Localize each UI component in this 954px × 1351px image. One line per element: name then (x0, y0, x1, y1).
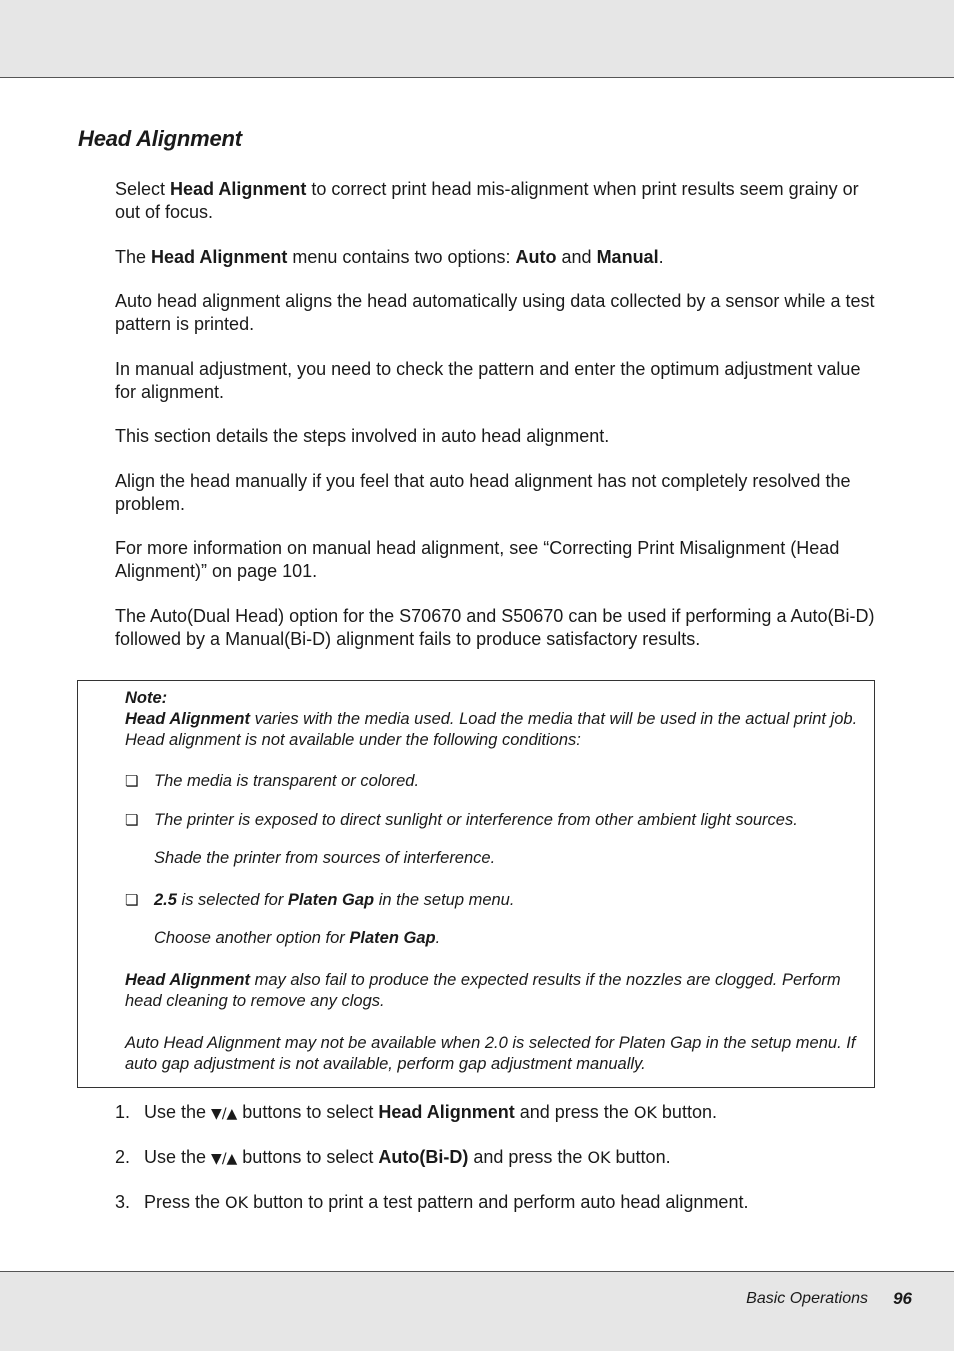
footer-section-title: Basic Operations (746, 1290, 868, 1307)
note-item-platen-gap-sub: Choose another option for Platen Gap. (154, 929, 441, 947)
header-band (0, 0, 954, 78)
ok-button-label: OK (587, 1148, 611, 1167)
checkbox-bullet-icon: ❏ (125, 773, 139, 790)
paragraph-dual-head: The Auto(Dual Head) option for the S70670 and S50670 can be used if performing a Auto(Bi-D) followed by a Manual(Bi-D) alignment fails to produce satisfactory results. (115, 606, 875, 649)
paragraph-section-scope: This section details the steps involved in auto head alignment. (115, 426, 610, 446)
checkbox-bullet-icon: ❏ (125, 892, 139, 909)
footer-band (0, 1271, 954, 1351)
step-number: 1. (115, 1102, 131, 1122)
step-1: Use the ▼/▲ buttons to select Head Alignment and press the OK button. (144, 1102, 717, 1122)
section-title: Head Alignment (78, 126, 242, 151)
ok-button-label: OK (225, 1193, 249, 1212)
note-clogged-warning: Head Alignment may also fail to produce the expected results if the nozzles are clogged. Perform head cleaning to remove any clogs. (125, 971, 841, 1010)
paragraph-more-info: For more information on manual head alignment, see “Correcting Print Misalignment (Head Alignment)” on page 101. (115, 538, 840, 581)
note-item-sunlight-sub: Shade the printer from sources of interference. (154, 849, 496, 867)
paragraph-auto: Auto head alignment aligns the head automatically using data collected by a sensor while a test pattern is printed. (115, 291, 875, 334)
paragraph-menu-options: The Head Alignment menu contains two options: Auto and Manual. (115, 247, 664, 267)
step-3: Press the OK button to print a test pattern and perform auto head alignment. (144, 1192, 749, 1212)
note-heading: Note: (125, 689, 168, 707)
checkbox-bullet-icon: ❏ (125, 812, 139, 829)
paragraph-manual: In manual adjustment, you need to check the pattern and enter the optimum adjustment value for alignment. (115, 359, 861, 402)
down-up-arrow-icon: ▼/▲ (211, 1106, 238, 1122)
note-auto-gap-warning: Auto Head Alignment may not be available when 2.0 is selected for Platen Gap in the setup menu. If auto gap adjustment is not available, perform gap adjustment manually. (125, 1034, 856, 1073)
step-2: Use the ▼/▲ buttons to select Auto(Bi-D) and press the OK button. (144, 1147, 671, 1167)
step-number: 3. (115, 1192, 131, 1212)
down-up-arrow-icon: ▼/▲ (211, 1151, 238, 1167)
note-item-transparent: The media is transparent or colored. (154, 772, 420, 790)
page-number: 96 (893, 1289, 912, 1308)
note-intro: Head Alignment varies with the media used. Load the media that will be used in the actual print job. Head alignment is not available under the following conditions: (125, 710, 858, 749)
note-item-platen-gap: 2.5 is selected for Platen Gap in the setup menu. (154, 891, 515, 909)
paragraph-intro: Select Head Alignment to correct print head mis-alignment when print results seem grainy or out of focus. (115, 179, 859, 222)
paragraph-align-manually: Align the head manually if you feel that auto head alignment has not completely resolved the problem. (115, 471, 851, 514)
step-number: 2. (115, 1147, 131, 1167)
ok-button-label: OK (633, 1103, 657, 1122)
note-item-sunlight: The printer is exposed to direct sunlight or interference from other ambient light sources. (154, 811, 798, 829)
